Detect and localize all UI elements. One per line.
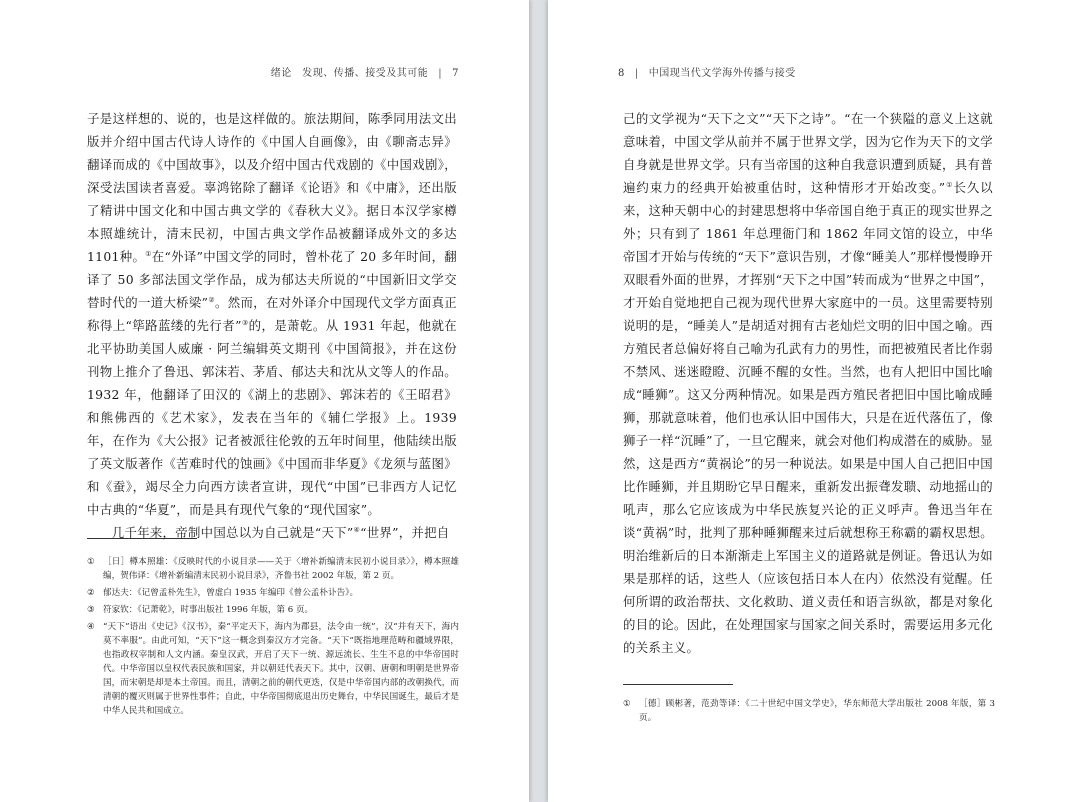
text-run: 几千年来，帝制中国总以为自己就是“天下” — [111, 525, 354, 540]
text-run: 子是这样想的、说的，也是这样做的。旅法期间，陈季同用法文出版并介绍中国古代诗人诗作的《中国人自画像》，由《聊斋志异》翻译而成的《中国故事》，以及介绍中国古代戏剧的《中国戏剧》，深受法国读者喜爱。辜鸿铭除了翻译《论语》和《中庸》，还出版了精讲中国文化和中国古典文学的《春秋大义》。据日本汉学家樽本照雄统计，清末民初，中国古典文学作品被翻译成外文的多达1101种。 — [87, 111, 457, 264]
paragraph — [87, 521, 457, 544]
text-run: 长久以来，这种天朝中心的封建思想将中华帝国自绝于真正的现实世界之外；只有到了 1861 年总理衙门和 1862 年同文馆的设立，中华帝国才开始与传统的“天下”意识告别，才像“睡美人”那样慢慢睁开双眼看外面的世界，才挥别“天下之中国”转而成为“世界之中国”，才开始自觉地把自己视为现代世界大家庭中的一员。这里需要特别说明的是，“睡美人”是胡适对拥有古老灿烂文明的旧中国之喻。西方殖民者总偏好将自己喻为孔武有力的男性，而把被殖民者比作弱不禁风、迷迷瞪瞪、沉睡不醒的女性。当然，也有人把旧中国比喻成“睡狮”。这又分两种情况。如果是西方殖民者把旧中国比喻成睡狮，那就意味着，他们也承认旧中国伟大，只是在近代落伍了，像狮子一样“沉睡”了，一旦它醒来，就会对他们构成潜在的威胁。显然，这是西方“黄祸论”的另一种说法。如果是中国人自己把旧中国比作睡狮，并且期盼它早日醒来，重新发出振聋发聩、动地摇山的吼声，那么它应该成为中华民族复兴论的正义呼声。鲁迅当年在谈“黄祸”时，批判了那种睡狮醒来过后就想称王称霸的霸权思想。明治维新后的日本渐渐走上军国主义的道路就是例证。鲁迅认为如果是那样的话，这些人（应该包括日本人在内）依然没有觉醒。任何所谓的政治帮扶、文化救助、道义责任和语言纵欲，都是对象化的目的论。因此，在处理国家与国家之间关系时，需要运用多元化的关系主义。 — [623, 180, 993, 655]
footnote-text: “天下”语出《史记》《汉书》，秦“平定天下，海内为郡县，法令由一统”，汉“并有天下，海内莫不率服”。由此可知，“天下”这一概念到秦汉方才完备。“天下”既指地理范畴和疆域界限，也指政权宰制和人文内涵。秦皇汉武，开启了天下一统、源远流长、生生不息的中华帝国时代。中华帝国以皇权代表民族和国家，并以朝廷代表天下。其中，汉朝、唐朝和明朝是世界帝国，而宋朝是却是本土帝国。而且，清朝之前的朝代更迭，仅是中华帝国内部的改朝换代，而清朝的覆灭则属于世界性事件；自此，中华帝国彻底退出历史舞台，中华民国诞生，最后才是中华人民共和国成立。 — [103, 622, 459, 716]
footnote-text: ［德］顾彬著，范劲等译：《二十世纪中国文学史》，华东师范大学出版社 2008 年版，第 3 页。 — [639, 699, 995, 723]
left-page — [0, 0, 529, 802]
footnote-ref[interactable]: ① — [945, 180, 954, 189]
footnote-number: ① — [623, 699, 631, 709]
footnote — [87, 620, 459, 718]
page-number: 8 — [618, 68, 625, 79]
chapter-title: 绪论 发现、传播、接受及其可能 — [270, 68, 429, 79]
footnote-rule — [623, 684, 733, 685]
footnote-text: ［日］樽本照雄：《反映时代的小说目录——关于〈增补新编清末民初小说目录〉》，樽本照雄编，贺伟译：《增补新编清末民初小说目录》，齐鲁书社 2002 年版，第 2 页。 — [103, 557, 459, 581]
header-separator: | — [438, 68, 443, 79]
footnote-text: 符家钦：《记萧乾》，时事出版社 1996 年版，第 6 页。 — [103, 605, 314, 615]
footnotes — [87, 555, 459, 721]
footnote — [87, 586, 459, 600]
footnote-number: ③ — [87, 605, 95, 615]
body-text — [623, 107, 993, 659]
body-text — [87, 107, 457, 544]
footnote-ref[interactable]: ② — [208, 295, 215, 304]
footnote — [87, 603, 459, 617]
header-separator: | — [634, 68, 639, 79]
text-run: 的，是萧乾。从 1931 年起，他就在北平协助美国人威廉 · 阿兰编辑英文期刊《中国简报》，并在这份刊物上推介了鲁迅、郭沫若、茅盾、郁达夫和沈从文等人的作品。1932 年，他翻译了田汉的《湖上的悲剧》、郭沫若的《王昭君》和熊佛西的《艺术家》，发表在当年的《辅仁学报》上。1939 年，在作为《大公报》记者被派往伦敦的五年时间里，他陆续出版了英文版著作《苦难时代的蚀画》《中国而非华夏》《龙须与蓝图》和《蚕》，竭尽全力向西方读者宣讲，现代“中国”已非西方人记忆中古典的“华夏”，而是具有现代气象的“现代国家”。 — [87, 318, 457, 517]
paragraph — [623, 107, 993, 659]
footnote-ref[interactable]: ④ — [353, 525, 361, 534]
text-run: 。然而，在对外译介中国现代文学方面真正称得上“筚路蓝缕的先行者” — [87, 295, 457, 333]
book-title: 中国现当代文学海外传播与接受 — [648, 68, 796, 79]
footnote-rule — [87, 538, 197, 539]
footnote-text: 郁达夫：《记曾孟朴先生》，曾虚白 1935 年编印《曾公孟朴讣告》。 — [103, 588, 359, 598]
footnote-number: ① — [87, 557, 95, 567]
text-run: 在“外译”中国文学的同时，曾朴花了 20 多年时间，翻译了 50 多部法国文学作品，成为郁达夫所说的“中国新旧文学交替时代的一道大桥梁” — [87, 249, 457, 310]
footnote-number: ② — [87, 588, 95, 598]
running-head — [618, 64, 796, 79]
text-run: 己的文学视为“天下之文”“天下之诗”。“在一个狭隘的意义上这就意味着，中国文学从前并不属于世界文学，因为它作为天下的文学自身就是世界文学。只有当帝国的这种自我意识遭到质疑，具有普遍约束力的经典开始被重估时，这种情形才开始改变。” — [623, 111, 993, 195]
running-head — [271, 64, 459, 79]
footnote — [623, 697, 995, 725]
footnotes — [623, 697, 995, 728]
text-run: “世界”，并把自 — [360, 525, 450, 540]
right-page — [548, 0, 1077, 802]
footnote-ref[interactable]: ① — [145, 249, 152, 258]
footnote-ref[interactable]: ③ — [241, 318, 249, 327]
page-number: 7 — [452, 68, 459, 79]
paragraph — [87, 107, 457, 521]
footnote-number: ④ — [87, 622, 95, 632]
footnote — [87, 555, 459, 583]
